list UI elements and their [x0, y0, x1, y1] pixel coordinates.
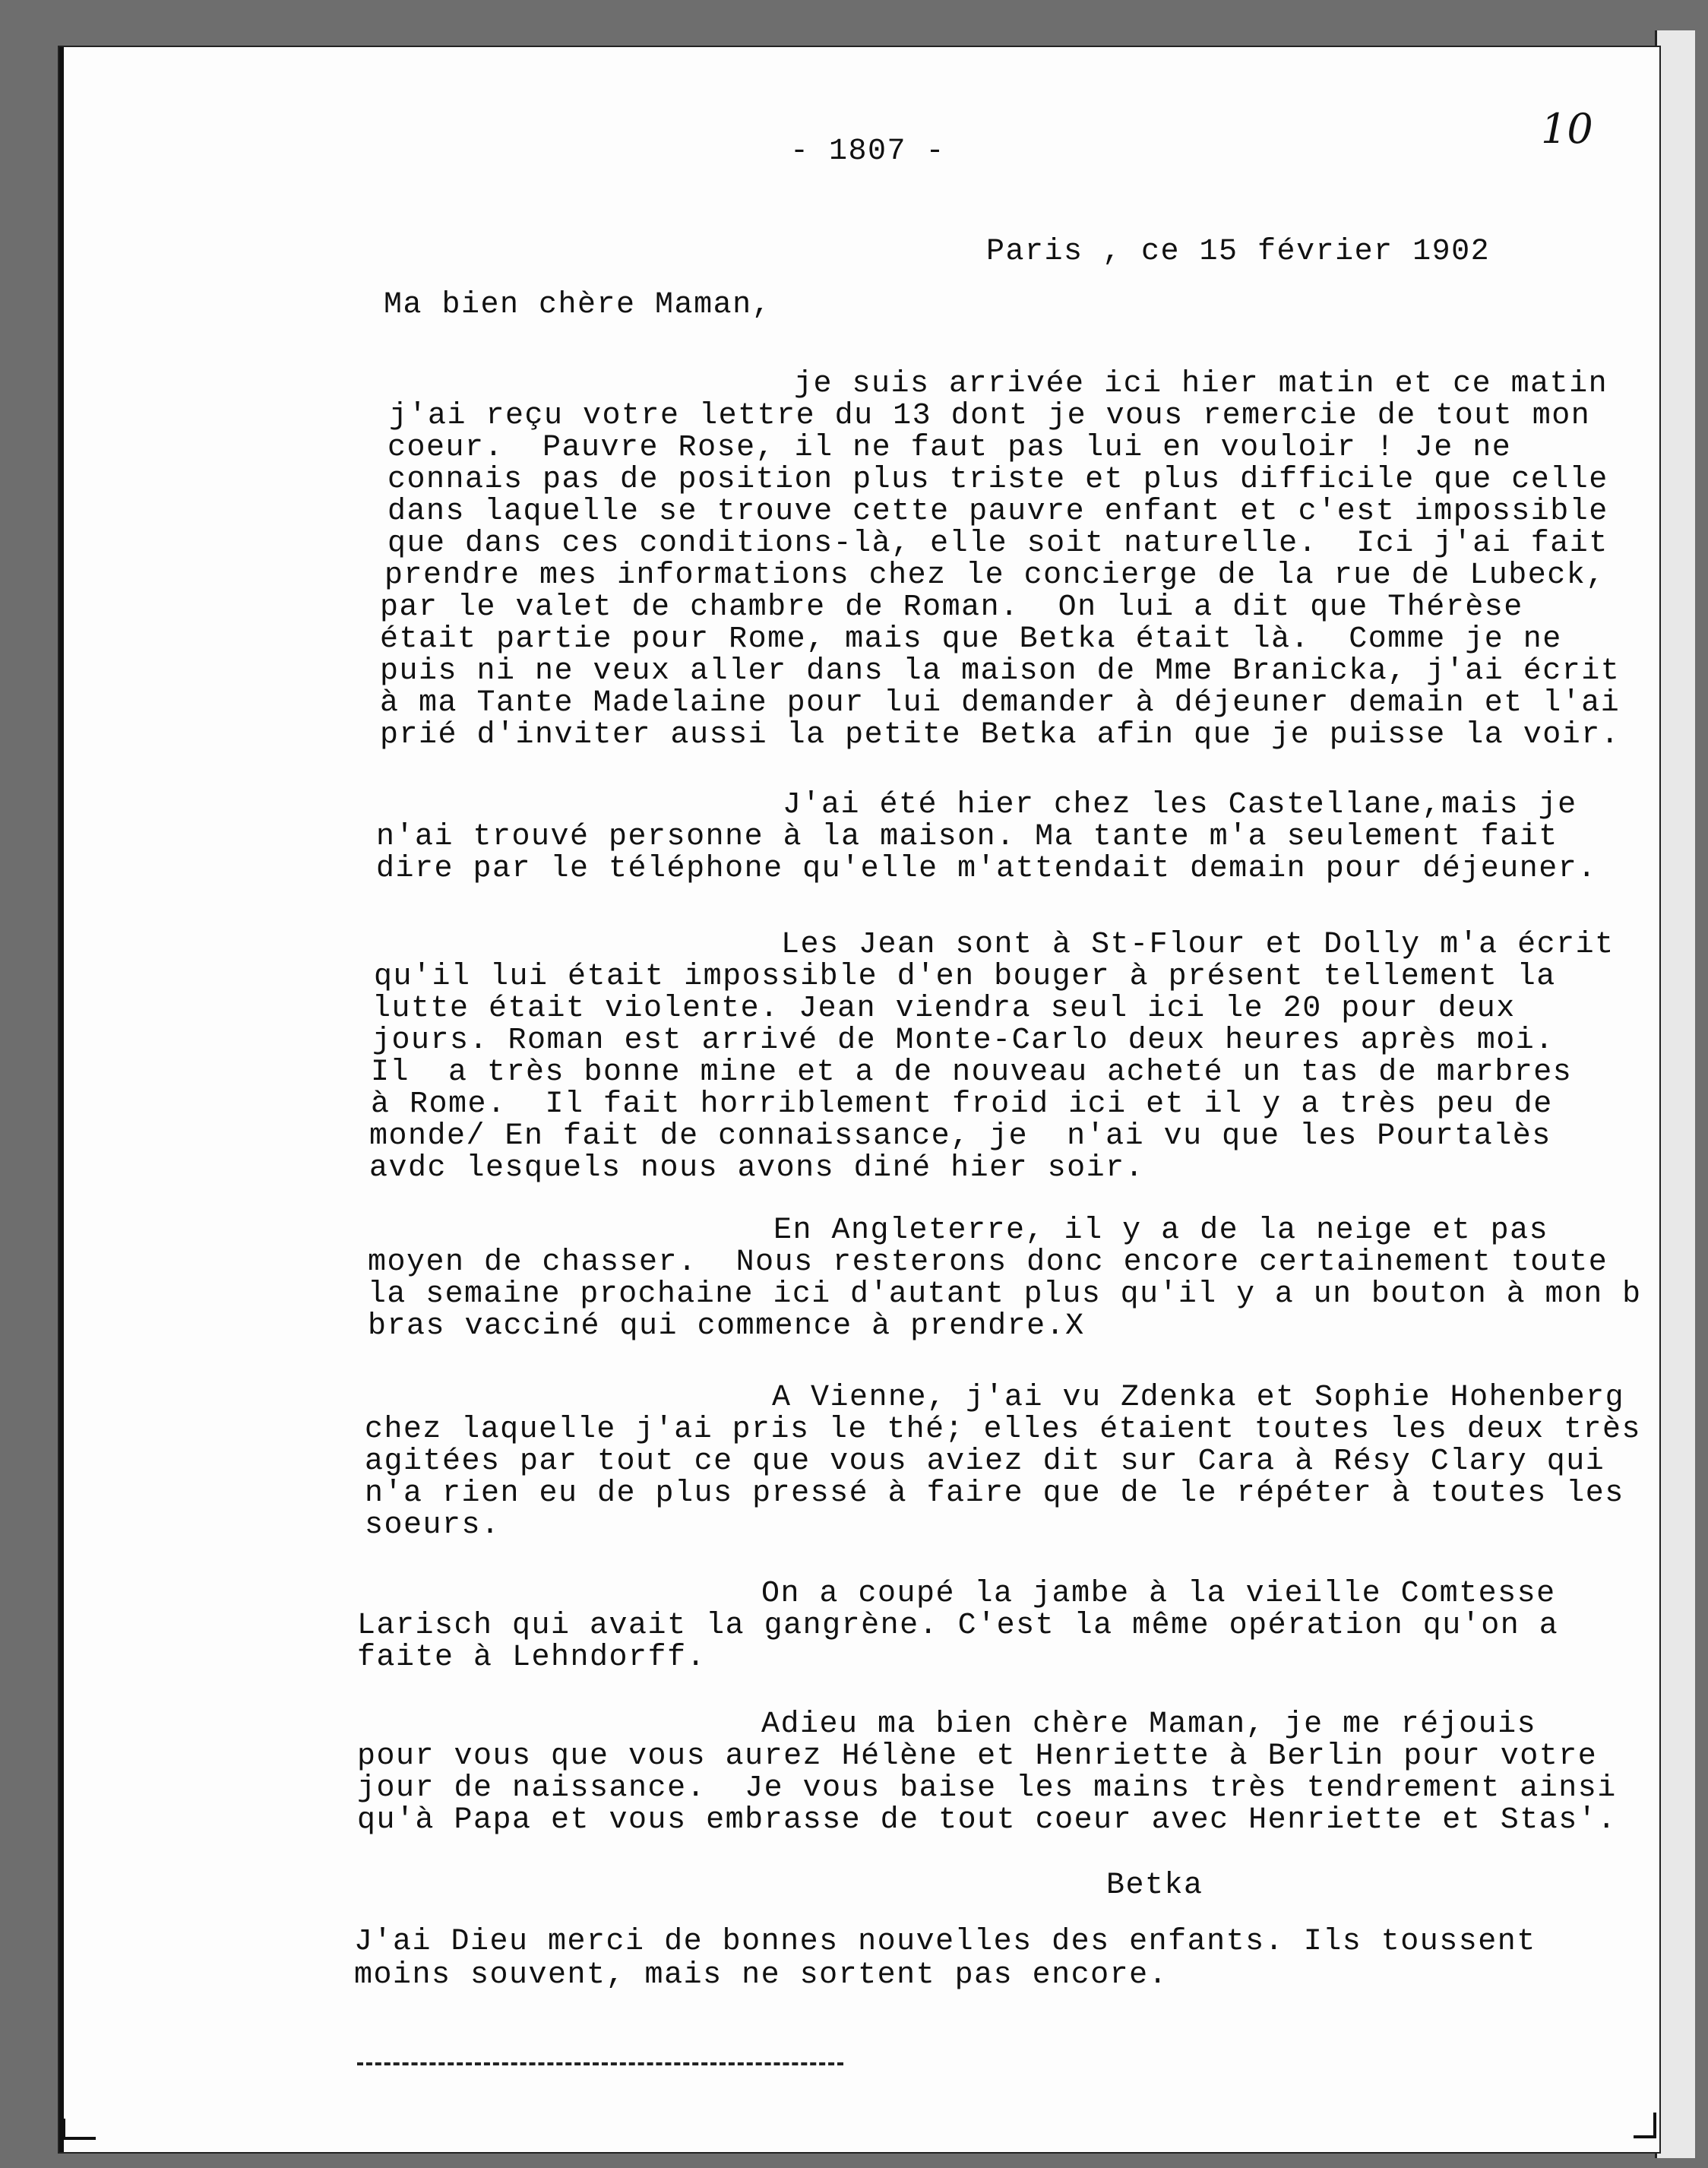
text-line: n'ai trouvé personne à la maison. Ma tante m'a seulement fait: [376, 820, 1558, 854]
text-line: par le valet de chambre de Roman. On lui a dit que Thérèse: [380, 590, 1523, 625]
text-line: Adieu ma bien chère Maman, je me réjouis: [761, 1707, 1537, 1742]
signature: Betka: [1106, 1869, 1204, 1903]
text-line: coeur. Pauvre Rose, il ne faut pas lui en vouloir ! Je ne: [387, 431, 1512, 465]
text-line: qu'à Papa et vous embrasse de tout coeur avec Henriette et Stas'.: [357, 1803, 1617, 1837]
text-line: Les Jean sont à St-Flour et Dolly m'a écrit: [781, 928, 1615, 962]
page-header: - 1807 -: [790, 135, 946, 169]
text-line: la semaine prochaine ici d'autant plus qu'il y a un bouton à mon b: [368, 1277, 1642, 1312]
text-line: j'ai reçu votre lettre du 13 dont je vous remercie de tout mon: [389, 399, 1591, 433]
text-line: connais pas de position plus triste et plus difficile que celle: [387, 463, 1608, 497]
text-line: A Vienne, j'ai vu Zdenka et Sophie Hohenberg: [772, 1381, 1625, 1415]
text-line: puis ni ne veux aller dans la maison de Mme Branicka, j'ai écrit: [380, 654, 1621, 688]
text-line: chez laquelle j'ai pris le thé; elles étaient toutes les deux très: [365, 1413, 1641, 1447]
salutation: Ma bien chère Maman,: [384, 288, 772, 322]
text-line: moyen de chasser. Nous resterons donc encore certainement toute: [368, 1245, 1608, 1280]
text-line: dans laquelle se trouve cette pauvre enfant et c'est impossible: [387, 495, 1608, 529]
text-line: dire par le téléphone qu'elle m'attendait demain pour déjeuner.: [376, 852, 1597, 886]
date-line: Paris , ce 15 février 1902: [986, 235, 1491, 269]
text-line: avdc lesquels nous avons diné hier soir.: [369, 1151, 1145, 1185]
text-line: Larisch qui avait la gangrène. C'est la même opération qu'on a: [357, 1609, 1559, 1643]
text-line: qu'il lui était impossible d'en bouger à présent tellement la: [374, 960, 1556, 994]
text-line: jour de naissance. Je vous baise les mains très tendrement ainsi: [357, 1771, 1617, 1806]
text-line: n'a rien eu de plus pressé à faire que de le répéter à toutes les: [365, 1476, 1624, 1511]
text-line: était partie pour Rome, mais que Betka était là. Comme je ne: [380, 622, 1562, 657]
text-line: prié d'inviter aussi la petite Betka afin que je puisse la voir.: [380, 718, 1621, 752]
text-line: prendre mes informations chez le concierge de la rue de Lubeck,: [384, 559, 1605, 593]
text-line: à ma Tante Madelaine pour lui demander à déjeuner demain et l'ai: [380, 686, 1621, 720]
corner-mark-bottom-right: [1634, 2113, 1656, 2138]
text-line: En Angleterre, il y a de la neige et pas: [773, 1214, 1549, 1248]
text-line: moins souvent, mais ne sortent pas encore.: [354, 1958, 1169, 1992]
text-line: J'ai été hier chez les Castellane,mais je: [783, 788, 1577, 822]
text-line: On a coupé la jambe à la vieille Comtesse: [761, 1577, 1556, 1611]
corner-mark-bottom-left: [62, 2119, 96, 2140]
text-line: je suis arrivée ici hier matin et ce matin: [794, 367, 1608, 401]
text-line: soeurs.: [365, 1508, 501, 1543]
text-line: lutte était violente. Jean viendra seul ici le 20 pour deux: [372, 992, 1516, 1026]
closing-divider: [357, 2062, 843, 2065]
text-line: que dans ces conditions-là, elle soit naturelle. Ici j'ai fait: [387, 527, 1608, 561]
text-line: faite à Lehndorff.: [357, 1641, 707, 1675]
text-line: Il a très bonne mine et a de nouveau acheté un tas de marbres: [371, 1056, 1573, 1090]
text-line: pour vous que vous aurez Hélène et Henriette à Berlin pour votre: [357, 1739, 1598, 1774]
text-line: agitées par tout ce que vous aviez dit sur Cara à Résy Clary qui: [365, 1445, 1605, 1479]
text-line: jours. Roman est arrivé de Monte-Carlo deux heures après moi.: [372, 1024, 1555, 1058]
text-line: J'ai Dieu merci de bonnes nouvelles des enfants. Ils toussent: [354, 1925, 1536, 1959]
text-line: bras vacciné qui commence à prendre.X: [368, 1309, 1085, 1344]
text-line: monde/ En fait de connaissance, je n'ai vu que les Pourtalès: [369, 1119, 1551, 1154]
text-line: à Rome. Il fait horriblement froid ici et il y a très peu de: [371, 1087, 1553, 1122]
page-number: 10: [1541, 105, 1593, 153]
underlying-sheet-edge: [1655, 30, 1695, 2158]
